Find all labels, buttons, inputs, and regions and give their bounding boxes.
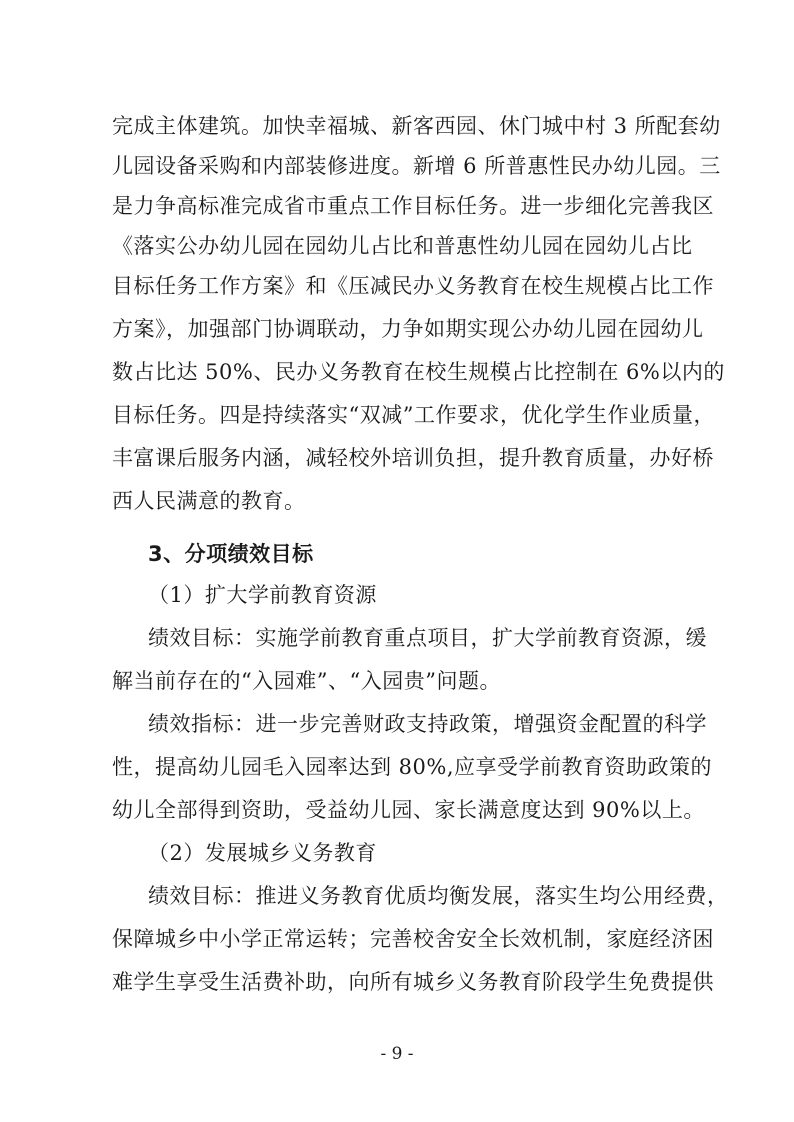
body-text-line: 是力争高标准完成省市重点工作目标任务。进一步细化完善我区 — [112, 194, 714, 218]
subsection-heading: （1）扩大学前教育资源 — [148, 583, 377, 607]
body-text-line: 《落实公办幼儿园在园幼儿占比和普惠性幼儿园在园幼儿占比 — [112, 234, 693, 258]
body-text-line: 绩效目标：实施学前教育重点项目，扩大学前教育资源，缓 — [148, 626, 707, 650]
body-text-line: 西人民满意的教育。 — [112, 489, 306, 513]
page-number: - 9 - — [380, 1044, 414, 1064]
body-text-line: 难学生享受生活费补助，向所有城乡义务教育阶段学生免费提供 — [112, 970, 714, 994]
body-text-line: 性，提高幼儿园毛入园率达到 80%,应享受学前教育资助政策的 — [112, 755, 713, 779]
body-text-line: 绩效目标：推进义务教育优质均衡发展，落实生均公用经费， — [148, 884, 729, 908]
body-text-line: 幼儿全部得到资助，受益幼儿园、家长满意度达到 90%以上。 — [112, 798, 705, 822]
body-text-line: 儿园设备采购和内部装修进度。新增 6 所普惠性民办幼儿园。三 — [112, 154, 721, 178]
body-text-line: 目标任务工作方案》和《压减民办义务教育在校生规模占比工作 — [112, 274, 714, 298]
body-text-line: 数占比达 50%、民办义务教育在校生规模占比控制在 6%以内的 — [112, 360, 725, 384]
body-text-line: 完成主体建筑。加快幸福城、新客西园、休门城中村 3 所配套幼 — [112, 114, 721, 138]
section-heading: 3、分项绩效目标 — [148, 542, 314, 566]
body-text-line: 保障城乡中小学正常运转；完善校舍安全长效机制，家庭经济困 — [112, 927, 714, 951]
subsection-heading: （2）发展城乡义务教育 — [148, 841, 377, 865]
body-text-line: 解当前存在的“入园难”、“入园贵”问题。 — [112, 669, 501, 693]
body-text-line: 目标任务。四是持续落实“双减”工作要求，优化学生作业质量， — [112, 403, 715, 427]
body-text-line: 丰富课后服务内涵，减轻校外培训负担，提升教育质量，办好桥 — [112, 446, 714, 470]
body-text-line: 方案》，加强部门协调联动，力争如期实现公办幼儿园在园幼儿 — [112, 317, 704, 341]
body-text-line: 绩效指标：进一步完善财政支持政策，增强资金配置的科学 — [148, 712, 707, 736]
